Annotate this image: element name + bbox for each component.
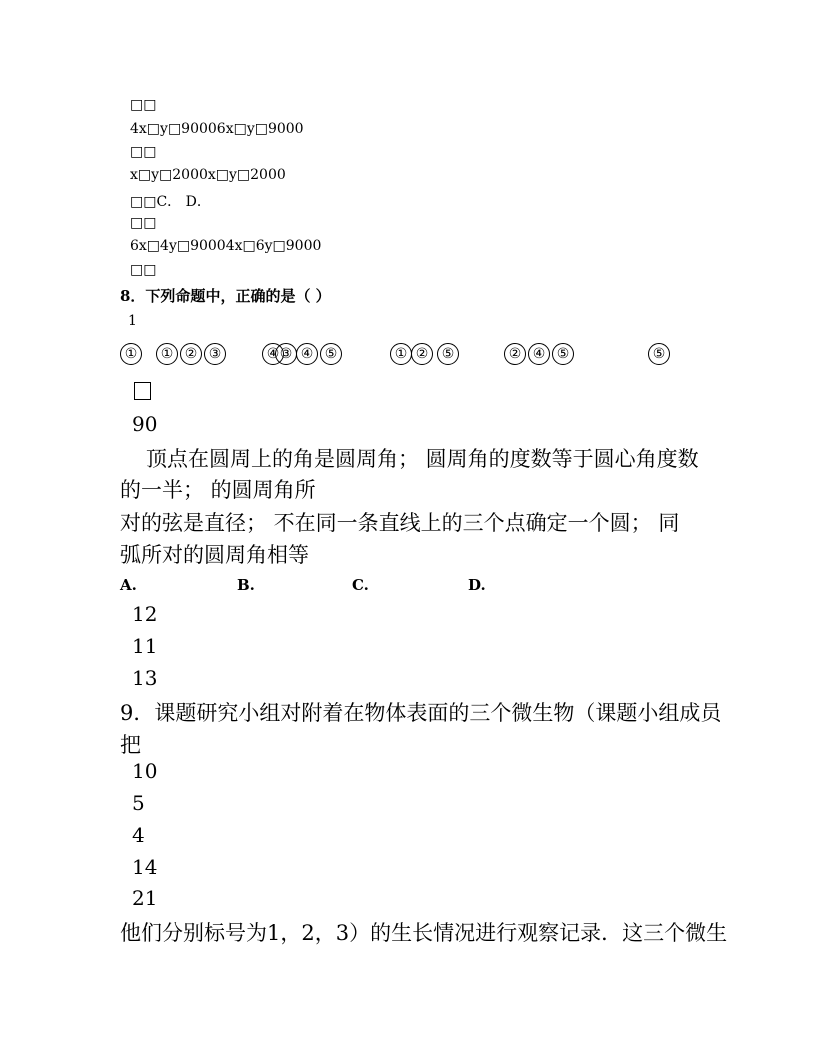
circled-number: ② bbox=[411, 343, 433, 365]
circled-number: ③ bbox=[204, 343, 226, 365]
degree-number: 90 bbox=[132, 412, 158, 436]
q8-fraction-numerator: 1 bbox=[128, 313, 137, 329]
circled-number: ② bbox=[504, 343, 526, 365]
q9-number-1: 10 bbox=[132, 759, 158, 783]
q8-text-line-1: 顶点在圆周上的角是圆周角； 圆周角的度数等于圆心角度数 bbox=[146, 447, 699, 471]
math-line-6: □□ bbox=[130, 215, 157, 231]
math-line-5: □□C． D． bbox=[130, 194, 211, 210]
option-d-label: D. bbox=[468, 576, 486, 594]
q8-circled-number-row bbox=[120, 343, 680, 369]
option-a-label: A. bbox=[120, 576, 137, 594]
q8-text-line-3: 对的弦是直径； 不在同一条直线上的三个点确定一个圆； 同 bbox=[120, 511, 680, 535]
circled-number: ⑤ bbox=[437, 343, 459, 365]
q8-text-line-2: 的一半； 的圆周角所 bbox=[120, 478, 316, 502]
math-line-7: 6x□4y□90004x□6y□9000 bbox=[130, 238, 322, 254]
circled-number: ④ bbox=[262, 343, 284, 365]
circled-number: ② bbox=[180, 343, 202, 365]
math-line-1: □□ bbox=[130, 97, 157, 113]
q9-number-5: 21 bbox=[132, 886, 158, 910]
q8-number-2: 11 bbox=[132, 634, 158, 658]
circled-number: ③ bbox=[275, 343, 297, 365]
circled-number: ⑤ bbox=[552, 343, 574, 365]
circled-number: ⑤ bbox=[320, 343, 342, 365]
q8-stem: 8．下列命题中，正确的是（ ） bbox=[120, 287, 331, 305]
q8-text-line-4: 弧所对的圆周角相等 bbox=[120, 543, 309, 567]
circled-number: ④ bbox=[528, 343, 550, 365]
q9-text-line-3: 他们分别标号为1，2，3）的生长情况进行观察记录．这三个微生 bbox=[120, 921, 728, 945]
q8-number-1: 12 bbox=[132, 602, 158, 626]
circled-number: ④ bbox=[296, 343, 318, 365]
circled-number: ① bbox=[156, 343, 178, 365]
circled-number: ⑤ bbox=[648, 343, 670, 365]
q9-number-4: 14 bbox=[132, 855, 158, 879]
circled-number: ① bbox=[390, 343, 412, 365]
q8-number-3: 13 bbox=[132, 666, 158, 690]
placeholder-box bbox=[134, 382, 151, 400]
math-line-4: x□y□2000x□y□2000 bbox=[130, 167, 286, 183]
option-c-label: C. bbox=[352, 576, 369, 594]
math-line-8: □□ bbox=[130, 262, 157, 278]
q9-text-line-2: 把 bbox=[120, 733, 141, 757]
q9-text-line-1: 9．课题研究小组对附着在物体表面的三个微生物（课题小组成员 bbox=[120, 701, 722, 725]
circled-number: ① bbox=[120, 343, 142, 365]
math-line-3: □□ bbox=[130, 144, 157, 160]
option-b-label: B. bbox=[237, 576, 255, 594]
q9-number-2: 5 bbox=[132, 791, 145, 815]
q9-number-3: 4 bbox=[132, 823, 145, 847]
math-line-2: 4x□y□90006x□y□9000 bbox=[130, 121, 304, 137]
